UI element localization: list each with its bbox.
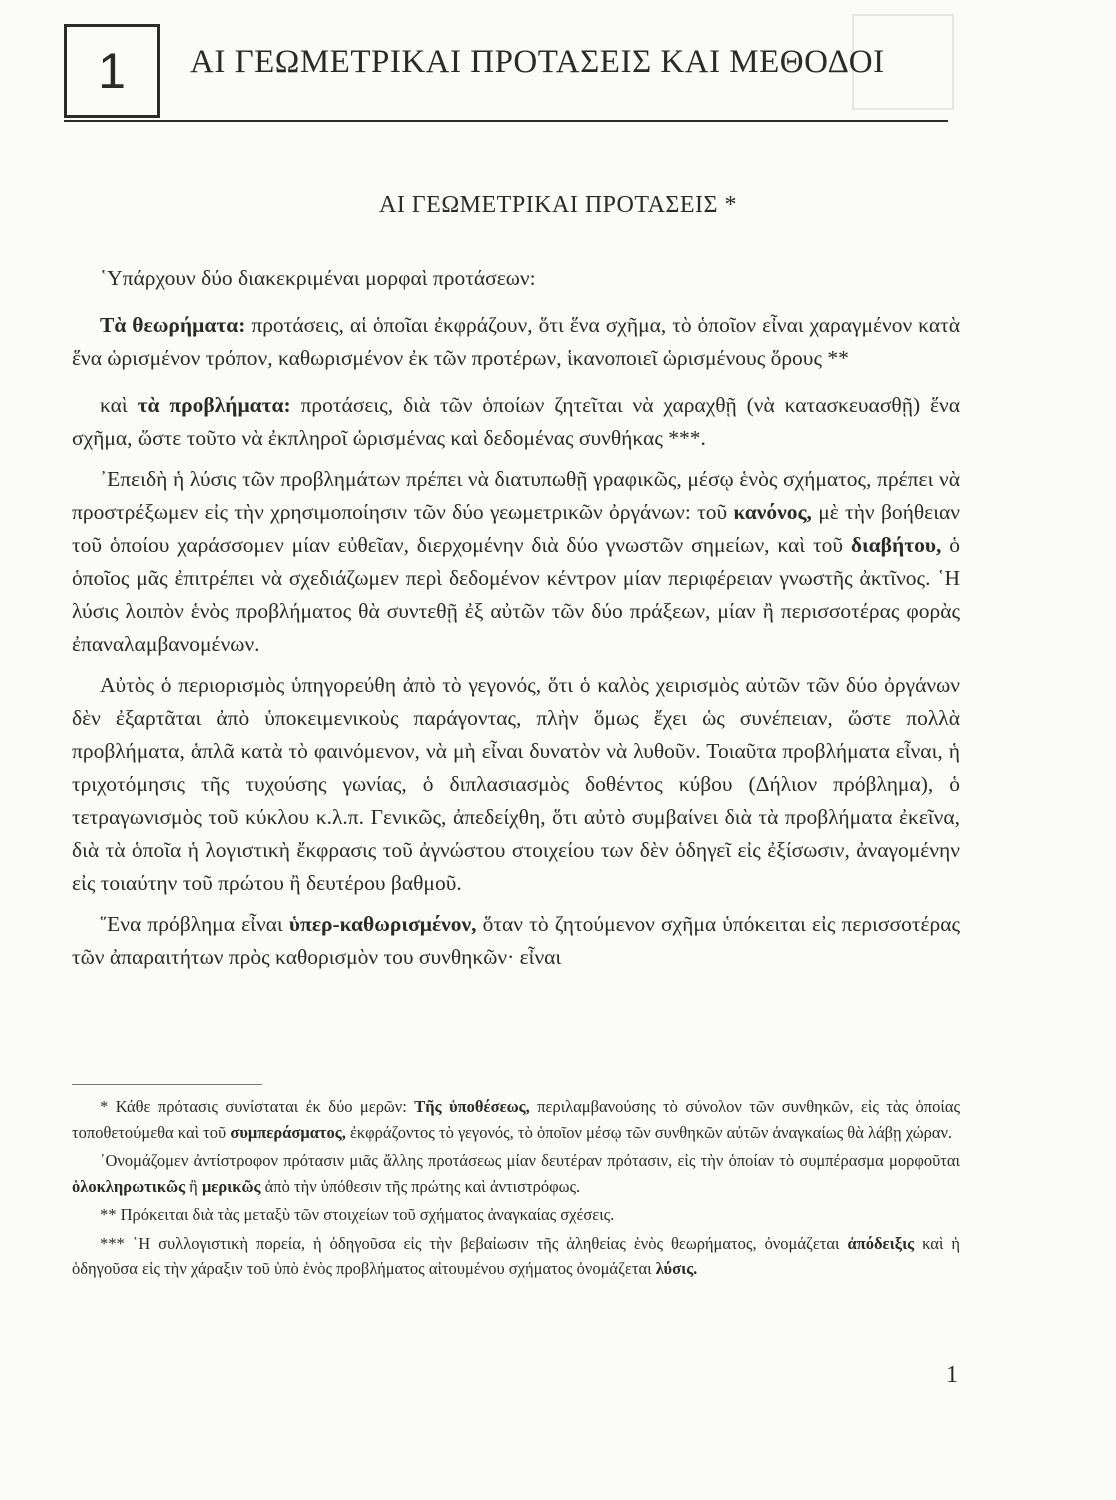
theorems-text: προτάσεις, αἱ ὁποῖαι ἐκφράζουν, ὅτι ἕνα σχῆμα, τὸ ὁποῖον εἶναι χαραγμένον κατὰ ἕνα ὡρισμένον τρόπον, καθωρισμένον ἐκ τῶν προτέρων, ἱκανοποιεῖ ὡρισμένους ὅρους ** (72, 313, 960, 370)
tools-paragraph (72, 463, 960, 661)
intro-paragraph: ῾Υπάρχουν δύο διακεκριμέναι μορφαὶ προτάσεων: (100, 266, 536, 290)
restriction-paragraph: Αὐτὸς ὁ περιορισμὸς ὑπηγορεύθη ἀπὸ τὸ γεγονός, ὅτι ὁ καλὸς χειρισμὸς αὐτῶν τῶν δύο ὀργάνων δὲν ἐξαρτᾶται ἀπὸ ὑποκειμενικοὺς παράγοντας, πλὴν ὅμως ἔχει ὡς συνέπειαν, ὥστε πολλὰ προβλήματα, ἁπλᾶ κατὰ τὸ φαινόμενον, νὰ μὴ εἶναι δυνατὸν νὰ λυθοῦν. Τοιαῦτα προβλήματα εἶναι, ἡ τριχοτόμησις τῆς τυχούσης γωνίας, ὁ διπλασιασμὸς δοθέντος κύβου (Δήλιον πρόβλημα), ὁ τετραγωνισμὸς τοῦ κύκλου κ.λ.π. Γενικῶς, ἀπεδείχθη, ὅτι αὐτὸ συμβαίνει διὰ τὰ προβλήματα ἐκεῖνα, διὰ τὰ ὁποῖα ἡ λογιστικὴ ἔκφρασις τοῦ ἀγνώστου στοιχείου των δὲν ὁδηγεῖ εἰς ἐξίσωσιν, ἀναγομένην εἰς τοιαύτην τοῦ πρώτου ἢ δευτέρου βαθμοῦ. (72, 673, 960, 895)
fn1-text-3: ἐκφράζοντος τὸ γεγονός, τὸ ὁποῖον μέσῳ τῶν συνθηκῶν αὐτῶν ἀναγκαίως θὰ λάβῃ χώραν. (345, 1122, 953, 1142)
fn1b-text-1: ᾿Ονομάζομεν ἀντίστροφον πρότασιν μιᾶς ἄλλης προτάσεως μίαν δευτέραν πρότασιν, εἰς τὴν ὁποίαν τὸ συμπέρασμα μορφοῦται (100, 1151, 960, 1170)
chapter-number-box (64, 24, 160, 118)
fn1b-text-2: ἢ (185, 1176, 202, 1196)
problems-term: τὰ προβλήματα: (137, 393, 291, 417)
over-term: ὑπερ-καθωρισμένον, (288, 912, 477, 936)
over-text-2: ὅταν τὸ ζητούμενον σχῆμα ὑπόκειται εἰς περισσοτέρας τῶν ἀπαραιτήτων πρὸς καθορισμὸν του συνθηκῶν· εἶναι (72, 912, 961, 969)
over-text-1: ῞Ενα πρόβλημα εἶναι (100, 912, 289, 936)
fn3-solution-term: λύσις. (655, 1259, 698, 1278)
fn3-text-2: καὶ ἡ ὁδηγοῦσα εἰς τὴν χάραξιν τοῦ ὑπὸ ἑνὸς προβλήματος αἰτουμένου σχήματος ὀνομάζεται (72, 1233, 961, 1278)
tools-text-2: μὲ τὴν βοήθειαν τοῦ ὁποίου χαράσσομεν μίαν εὐθεῖαν, διερχομένην διὰ δύο γνωστῶν σημείων, καὶ τοῦ (72, 500, 960, 557)
fn1-text-1: * Κάθε πρότασις συνίσταται ἐκ δύο μερῶν: (100, 1097, 415, 1116)
problems-pre: καὶ (100, 393, 138, 417)
theorems-term: Τὰ θεωρήματα: (100, 313, 246, 337)
footnote-1b (72, 1148, 960, 1199)
tools-compass-term: διαβήτου, (850, 533, 942, 557)
section-title: ΑΙ ΓΕΩΜΕΤΡΙΚΑΙ ΠΡΟΤΑΣΕΙΣ * (378, 192, 738, 218)
footnote-2: ** Πρόκειται διὰ τὰς μεταξὺ τῶν στοιχείων τοῦ σχήματος ἀναγκαίας σχέσεις. (100, 1205, 615, 1224)
fn1-text-2: περιλαμβανούσης τὸ σύνολον τῶν συνθηκῶν, εἰς τὰς ὁποίας τοποθετούμεθα καὶ τοῦ (72, 1097, 960, 1142)
chapter-number: 1 (98, 43, 126, 99)
fn3-text-1: *** ῾Η συλλογιστικὴ πορεία, ἡ ὁδηγοῦσα εἰς τὴν βεβαίωσιν τῆς ἀληθείας ἑνὸς θεωρήματος, ὀνομάζεται (100, 1233, 848, 1253)
problems-paragraph (72, 389, 960, 455)
footnote-1 (72, 1094, 960, 1145)
fn3-proof-term: ἀπόδειξις (847, 1233, 915, 1253)
footnote-3 (72, 1231, 960, 1282)
theorems-paragraph (72, 309, 960, 375)
tools-text-3: ὁ ὁποῖος μᾶς ἐπιτρέπει νὰ σχεδιάζωμεν περὶ δεδομένον κέντρον μίαν περιφέρειαν γνωστῆς ἀκτῖνος. ῾Η λύσις λοιπὸν ἑνὸς προβλήματος θὰ συντεθῇ ἐξ αὐτῶν τῶν δύο πράξεων, μίαν ἢ περισσοτέρας φορὰς ἐπαναλαμβανομένων. (72, 533, 961, 656)
chapter-rule (64, 120, 948, 122)
problems-text: προτάσεις, διὰ τῶν ὁποίων ζητεῖται νὰ χαραχθῇ (νὰ κατασκευασθῇ) ἕνα σχῆμα, ὥστε τοῦτο νὰ ἐκπληροῖ ὡρισμένας καὶ δεδομένας συνθήκας ***. (72, 393, 960, 450)
fn1-hypothesis-term: Τῆς ὑποθέσεως, (414, 1097, 530, 1116)
tools-text-1: ᾿Επειδὴ ἡ λύσις τῶν προβλημάτων πρέπει νὰ διατυπωθῇ γραφικῶς, μέσῳ ἑνὸς σχήματος, πρέπει νὰ προστρέξωμεν εἰς τὴν χρησιμοποίησιν τῶν δύο γεωμετρικῶν ὀργάνων: τοῦ (72, 467, 960, 524)
footnote-rule (72, 1084, 262, 1085)
chapter-title: ΑΙ ΓΕΩΜΕΤΡΙΚΑΙ ΠΡΟΤΑΣΕΙΣ ΚΑΙ ΜΕΘΟΔΟΙ (190, 44, 885, 80)
tools-ruler-term: κανόνος, (733, 500, 812, 524)
fn1b-partial-term: μερικῶς (201, 1176, 261, 1196)
body-text (72, 262, 960, 982)
fn1b-total-term: ὁλοκληρωτικῶς (72, 1176, 186, 1196)
fn1-conclusion-term: συμπεράσματος, (230, 1122, 346, 1142)
fn1b-text-3: ἀπὸ τὴν ὑπόθεσιν τῆς πρώτης καὶ ἀντιστρόφως. (260, 1176, 581, 1196)
footnotes (72, 1094, 960, 1285)
overdetermined-paragraph (72, 908, 960, 974)
page-number: 1 (946, 1362, 958, 1388)
